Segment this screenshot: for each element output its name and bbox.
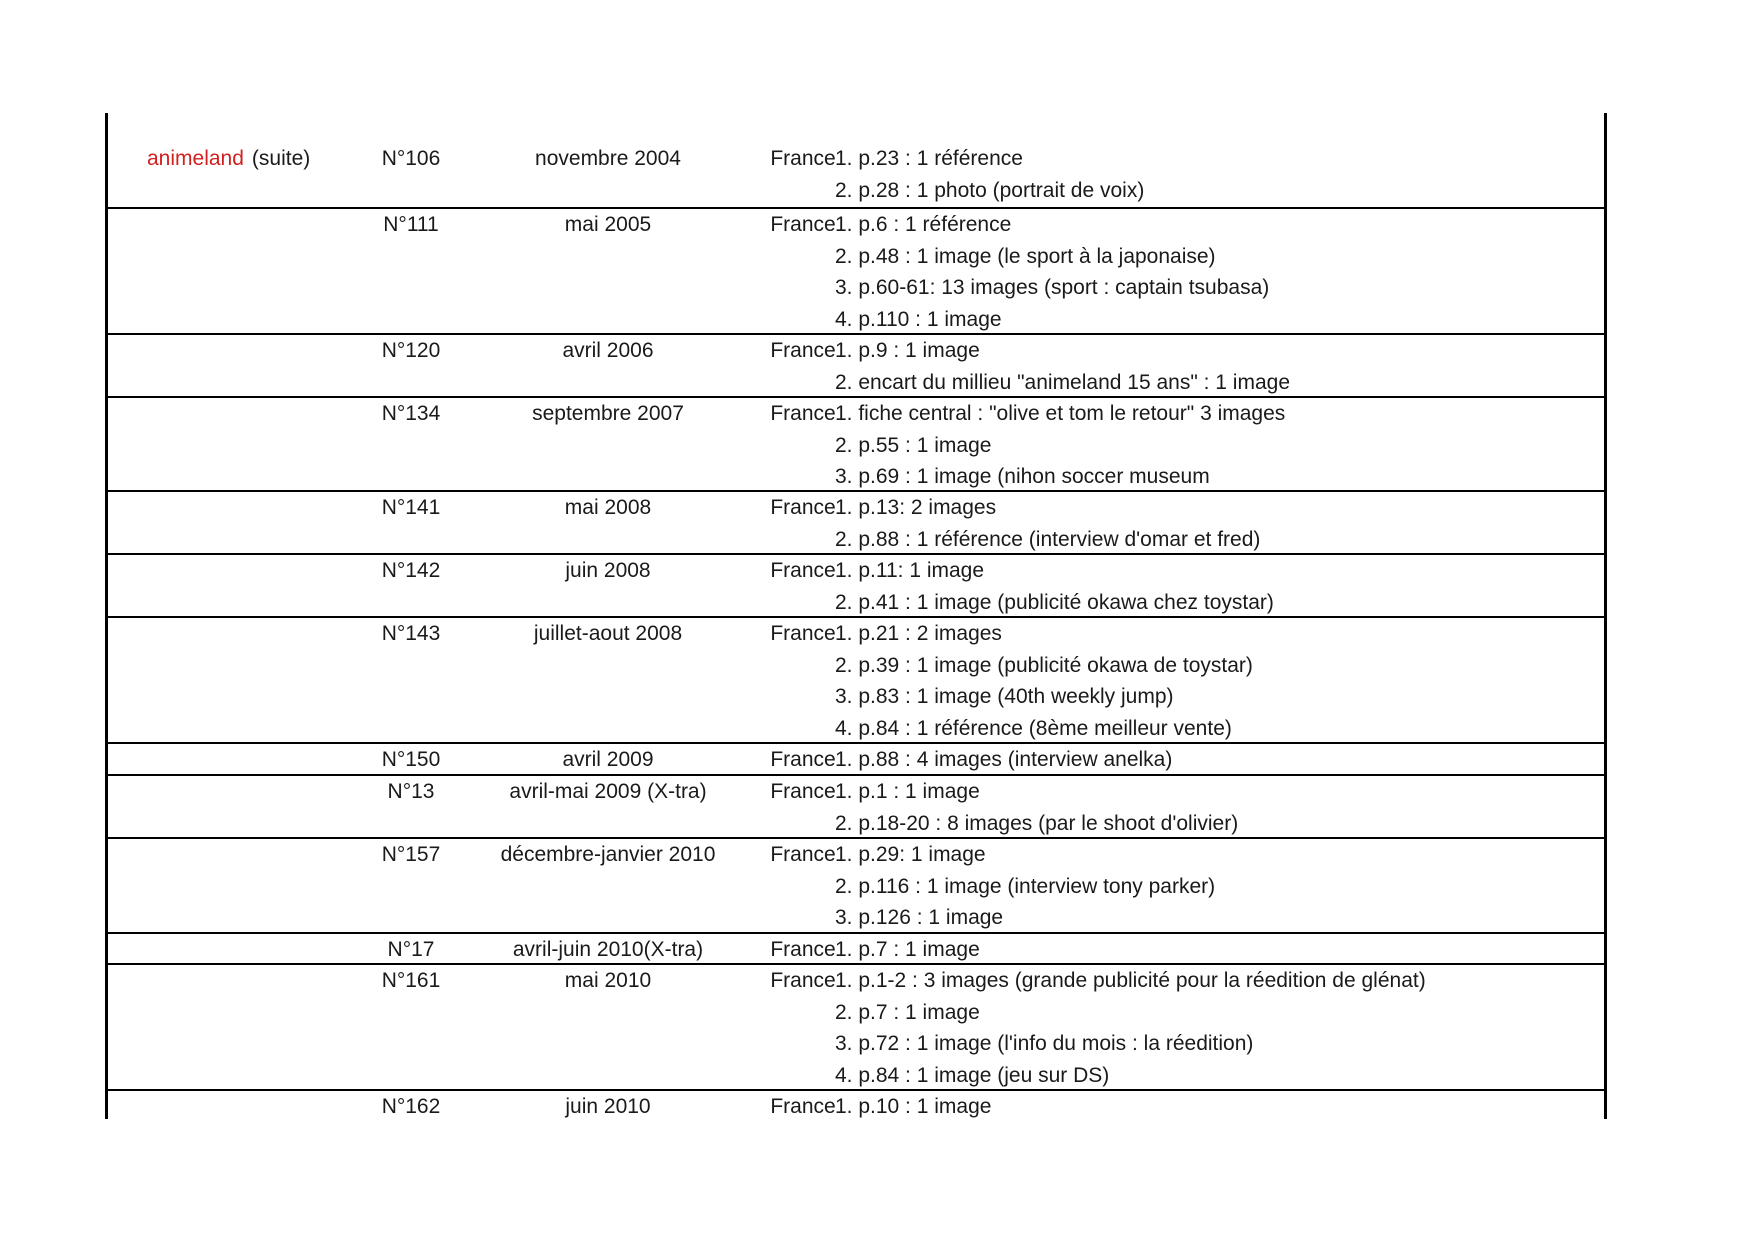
reference-item: 1. p.7 : 1 image [835,938,980,961]
reference-item: 4. p.84 : 1 image (jeu sur DS) [835,1063,1110,1087]
issue-country: France [770,213,836,236]
issue-number: N°120 [381,339,441,362]
reference-item: 2. p.116 : 1 image (interview tony parker) [835,874,1216,898]
reference-item: 3. p.69 : 1 image (nihon soccer museum [835,465,1210,488]
issue-country: France [770,748,836,771]
table-row [108,965,1604,1091]
issue-date: mai 2005 [564,213,652,236]
reference-item: 1. fiche central : "olive et tom le retour" 3 images [835,402,1286,425]
issue-number: N°150 [381,748,441,771]
reference-item: 1. p.13: 2 images [835,496,997,519]
issue-date: mai 2010 [564,969,652,992]
reference-item: 2. p.88 : 1 référence (interview d'omar et fred) [835,527,1261,551]
issue-number: N°134 [381,402,441,425]
reference-item: 2. p.28 : 1 photo (portrait de voix) [835,178,1145,202]
reference-list [835,744,1595,776]
reference-item: 1. p.11: 1 image [835,559,985,582]
issue-number: N°17 [387,938,435,961]
issue-date: juin 2010 [565,1095,651,1118]
magazine-name: animeland [147,147,244,170]
reference-item: 1. p.1-2 : 3 images (grande publicité pour la réedition de glénat) [835,969,1426,992]
reference-list [835,555,1595,618]
reference-item: 1. p.23 : 1 référence [835,147,1023,170]
issue-country: France [770,402,836,425]
reference-item: 1. p.9 : 1 image [835,339,980,362]
table-row [108,335,1604,398]
reference-item: 1. p.29: 1 image [835,843,986,866]
table-row [108,618,1604,744]
reference-item: 3. p.126 : 1 image [835,906,1004,929]
reference-table [105,113,1607,1119]
issue-country: France [770,938,836,961]
reference-list [835,618,1595,744]
issue-date: avril-mai 2009 (X-tra) [509,780,707,803]
issue-country: France [770,843,836,866]
reference-list [835,776,1595,839]
table-row [108,113,1604,209]
issue-country: France [770,147,836,170]
reference-item: 1. p.6 : 1 référence [835,213,1012,236]
table-row [108,398,1604,492]
reference-item: 2. p.39 : 1 image (publicité okawa de toystar) [835,653,1253,677]
issue-date: juin 2008 [565,559,651,582]
issue-number: N°162 [381,1095,441,1118]
issue-number: N°143 [381,622,441,645]
issue-number: N°141 [381,496,441,519]
issue-number: N°111 [383,213,439,236]
table-row [108,934,1604,965]
issue-date: avril 2006 [562,339,654,362]
reference-item: 1. p.10 : 1 image [835,1095,992,1118]
table-row [108,839,1604,934]
issue-date: novembre 2004 [535,147,681,170]
reference-item: 2. p.41 : 1 image (publicité okawa chez toystar) [835,590,1274,614]
reference-item: 2. p.55 : 1 image [835,433,992,457]
reference-item: 3. p.83 : 1 image (40th weekly jump) [835,685,1174,708]
issue-number: N°161 [381,969,441,992]
issue-country: France [770,559,836,582]
table-row [108,492,1604,555]
reference-item: 2. p.48 : 1 image (le sport à la japonaise) [835,244,1216,268]
issue-country: France [770,496,836,519]
magazine-suffix: (suite) [251,147,311,170]
issue-country: France [770,622,836,645]
reference-list [835,965,1595,1091]
issue-number: N°13 [387,780,435,803]
issue-country: France [770,1095,836,1118]
reference-list [835,1091,1595,1123]
reference-item: 1. p.1 : 1 image [835,780,980,803]
reference-list [835,492,1595,555]
issue-number: N°157 [381,843,441,866]
issue-country: France [770,969,836,992]
table-row [108,744,1604,776]
reference-item: 1. p.21 : 2 images [835,622,1002,645]
reference-list [835,839,1595,934]
reference-item: 3. p.60-61: 13 images (sport : captain tsubasa) [835,276,1270,299]
issue-date: avril 2009 [562,748,654,771]
issue-date: décembre-janvier 2010 [500,843,716,866]
table-row [108,555,1604,618]
issue-number: N°106 [381,147,441,170]
table-row [108,776,1604,839]
reference-list [835,143,1595,206]
reference-list [835,209,1595,335]
reference-list [835,934,1595,966]
reference-item: 3. p.72 : 1 image (l'info du mois : la réedition) [835,1032,1254,1055]
issue-number: N°142 [381,559,441,582]
reference-item: 1. p.88 : 4 images (interview anelka) [835,748,1173,771]
issue-country: France [770,780,836,803]
table-row [108,209,1604,335]
reference-list [835,398,1595,493]
reference-item: 4. p.110 : 1 image [835,307,1002,331]
reference-item: 2. p.18-20 : 8 images (par le shoot d'olivier) [835,811,1239,835]
table-row [108,1091,1604,1119]
issue-date: mai 2008 [564,496,652,519]
issue-date: juillet-aout 2008 [533,622,683,645]
reference-item: 4. p.84 : 1 référence (8ème meilleur vente) [835,716,1232,740]
issue-date: septembre 2007 [532,402,684,425]
reference-list [835,335,1595,398]
magazine-title [147,143,337,175]
reference-item: 2. encart du millieu "animeland 15 ans" : 1 image [835,370,1290,394]
issue-country: France [770,339,836,362]
reference-item: 2. p.7 : 1 image [835,1000,980,1024]
issue-date: avril-juin 2010(X-tra) [512,938,704,961]
